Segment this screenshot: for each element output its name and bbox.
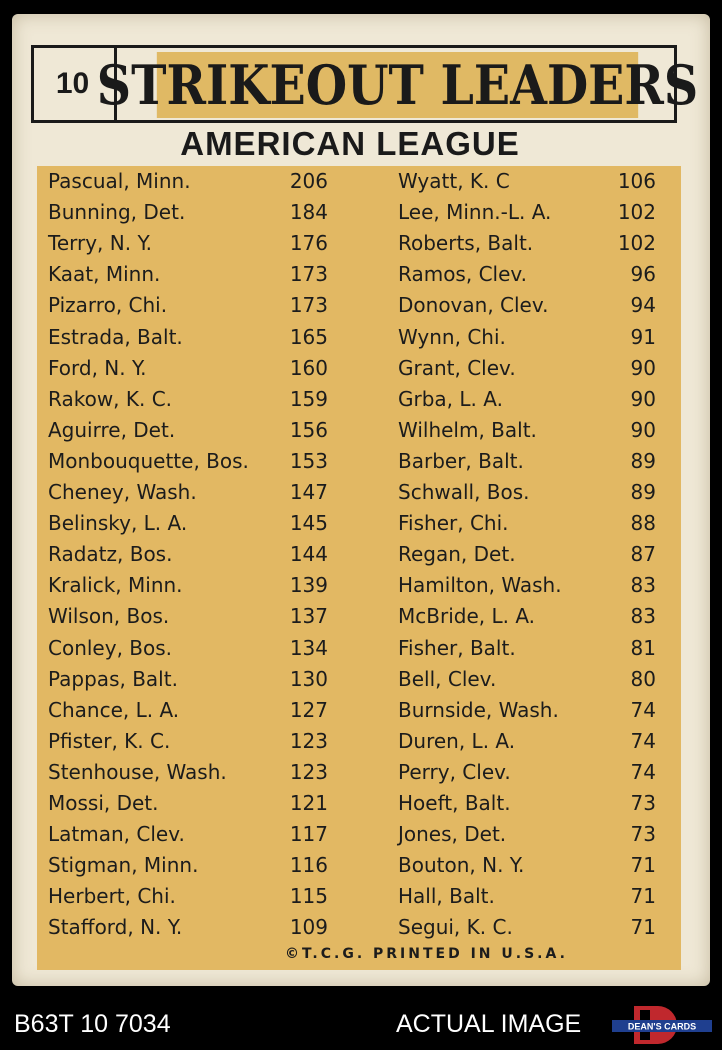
strikeout-count: 130 — [289, 666, 328, 691]
pitcher-name: Pappas, Balt. — [48, 666, 178, 691]
pitcher-name: Wyatt, K. C — [398, 169, 510, 193]
pitcher-name: Hoeft, Balt. — [398, 791, 511, 815]
strikeout-count: 117 — [289, 822, 328, 847]
pitcher-name: Donovan, Clev. — [398, 293, 549, 318]
right-row — [398, 290, 656, 321]
pitcher-name: McBride, L. A. — [398, 604, 536, 629]
card-title: STRIKEOUT LEADERS — [96, 53, 699, 117]
pitcher-name: Pizarro, Chi. — [48, 293, 168, 318]
strikeout-count: 71 — [630, 915, 656, 940]
pitcher-name: Barber, Balt. — [398, 448, 524, 473]
right-row — [398, 570, 656, 601]
strikeout-count: 102 — [617, 200, 656, 225]
strikeout-count: 165 — [289, 324, 328, 349]
league-heading: AMERICAN LEAGUE — [180, 125, 520, 162]
card-id-label: B63T 10 7034 — [14, 1010, 171, 1038]
strikeout-count: 144 — [289, 542, 328, 567]
strikeout-count: 83 — [630, 604, 656, 629]
pitcher-name: Fisher, Chi. — [398, 511, 509, 536]
pitcher-name: Grba, L. A. — [398, 386, 503, 411]
strikeout-count: 96 — [630, 262, 656, 287]
strikeout-count: 81 — [630, 635, 656, 660]
strikeout-count: 147 — [289, 480, 328, 504]
left-row — [48, 601, 328, 632]
pitcher-name: Fisher, Balt. — [398, 635, 516, 660]
left-row — [48, 415, 328, 446]
left-row — [48, 881, 328, 912]
pitcher-name: Kaat, Minn. — [48, 262, 161, 287]
left-row — [48, 508, 328, 539]
right-row — [398, 166, 656, 197]
strikeout-count: 160 — [289, 355, 328, 380]
strikeout-count: 137 — [289, 604, 328, 629]
right-row — [398, 726, 656, 757]
pitcher-name: Bell, Clev. — [398, 666, 497, 691]
pitcher-name: Herbert, Chi. — [48, 884, 176, 909]
strikeout-count: 73 — [630, 791, 656, 815]
strikeout-count: 74 — [630, 728, 656, 753]
left-row — [48, 477, 328, 508]
pitcher-name: Mossi, Det. — [48, 791, 159, 815]
left-row — [48, 228, 328, 259]
pitcher-name: Conley, Bos. — [48, 635, 173, 660]
strikeout-count: 89 — [630, 448, 656, 473]
strikeout-count: 176 — [289, 231, 328, 256]
pitcher-name: Stafford, N. Y. — [48, 915, 183, 940]
pitcher-name: Pascual, Minn. — [48, 169, 191, 193]
strikeout-count: 123 — [289, 728, 328, 753]
left-row — [48, 726, 328, 757]
pitcher-name: Terry, N. Y. — [48, 231, 152, 256]
right-row — [398, 477, 656, 508]
left-row — [48, 322, 328, 353]
pitcher-name: Duren, L. A. — [398, 728, 516, 753]
strikeout-count: 145 — [289, 511, 328, 536]
right-row — [398, 850, 656, 881]
strikeout-count: 71 — [630, 853, 656, 878]
left-row — [48, 788, 328, 819]
strikeout-count: 74 — [630, 697, 656, 722]
pitcher-name: Estrada, Balt. — [48, 324, 183, 349]
strikeout-count: 123 — [289, 759, 328, 784]
pitcher-name: Jones, Det. — [398, 822, 507, 847]
strikeout-count: 121 — [289, 791, 328, 815]
strikeout-count: 153 — [289, 448, 328, 473]
right-row — [398, 788, 656, 819]
right-row — [398, 757, 656, 788]
pitcher-name: Stenhouse, Wash. — [48, 759, 227, 784]
left-row — [48, 353, 328, 384]
right-row — [398, 695, 656, 726]
pitcher-name: Radatz, Bos. — [48, 542, 173, 567]
left-row — [48, 695, 328, 726]
pitcher-name: Wilson, Bos. — [48, 604, 170, 629]
right-row — [398, 601, 656, 632]
left-row — [48, 757, 328, 788]
actual-image-label: ACTUAL IMAGE — [396, 1010, 582, 1038]
right-row — [398, 508, 656, 539]
left-row — [48, 166, 328, 197]
right-row — [398, 819, 656, 850]
strikeout-count: 184 — [289, 200, 328, 225]
pitcher-name: Monbouquette, Bos. — [48, 448, 249, 473]
strikeout-count: 89 — [630, 480, 656, 504]
logo-text: DEAN'S CARDS — [627, 1021, 697, 1032]
pitcher-name: Wilhelm, Balt. — [398, 417, 537, 442]
pitcher-name: Schwall, Bos. — [398, 480, 530, 504]
pitcher-name: Regan, Det. — [398, 542, 516, 567]
strikeout-count: 88 — [630, 511, 656, 536]
left-row — [48, 912, 328, 943]
right-row — [398, 446, 656, 477]
right-row — [398, 384, 656, 415]
left-row — [48, 290, 328, 321]
strikeout-count: 102 — [617, 231, 656, 256]
pitcher-name: Lee, Minn.-L. A. — [398, 200, 552, 225]
strikeout-count: 139 — [289, 573, 328, 598]
right-row — [398, 881, 656, 912]
strikeout-count: 83 — [630, 573, 656, 598]
right-row — [398, 259, 656, 290]
strikeout-count: 90 — [630, 417, 656, 442]
right-row — [398, 633, 656, 664]
pitcher-name: Latman, Clev. — [48, 822, 185, 847]
card-number: 10 — [31, 45, 117, 123]
strikeout-count: 116 — [289, 853, 328, 878]
pitcher-name: Cheney, Wash. — [48, 480, 197, 504]
strikeout-count: 156 — [289, 417, 328, 442]
pitcher-name: Bouton, N. Y. — [398, 853, 525, 878]
strikeout-count: 127 — [289, 697, 328, 722]
left-row — [48, 384, 328, 415]
pitcher-name: Aguirre, Det. — [48, 417, 176, 442]
strikeout-count: 74 — [630, 759, 656, 784]
left-row — [48, 197, 328, 228]
strikeout-count: 159 — [289, 386, 328, 411]
right-row — [398, 664, 656, 695]
left-row — [48, 539, 328, 570]
pitcher-name: Rakow, K. C. — [48, 386, 173, 411]
pitcher-name: Ramos, Clev. — [398, 262, 528, 287]
pitcher-name: Burnside, Wash. — [398, 697, 559, 722]
strikeout-count: 173 — [289, 293, 328, 318]
pitcher-name: Pfister, K. C. — [48, 728, 171, 753]
pitcher-name: Chance, L. A. — [48, 697, 180, 722]
pitcher-name: Segui, K. C. — [398, 915, 513, 940]
strikeout-count: 115 — [289, 884, 328, 909]
pitcher-name: Hall, Balt. — [398, 884, 495, 909]
right-row — [398, 197, 656, 228]
copyright-line: ©T.C.G. PRINTED IN U.S.A. — [285, 946, 568, 962]
left-row — [48, 819, 328, 850]
strikeout-count: 90 — [630, 355, 656, 380]
left-row — [48, 633, 328, 664]
right-row — [398, 353, 656, 384]
pitcher-name: Grant, Clev. — [398, 355, 516, 380]
left-row — [48, 664, 328, 695]
strikeout-count: 173 — [289, 262, 328, 287]
pitcher-name: Ford, N. Y. — [48, 355, 147, 380]
pitcher-name: Bunning, Det. — [48, 200, 186, 225]
right-row — [398, 539, 656, 570]
strikeout-count: 80 — [630, 666, 656, 691]
pitcher-name: Wynn, Chi. — [398, 324, 506, 349]
right-row — [398, 912, 656, 943]
left-row — [48, 570, 328, 601]
strikeout-count: 94 — [630, 293, 656, 318]
deans-cards-logo — [612, 1004, 712, 1046]
left-row — [48, 446, 328, 477]
pitcher-name: Stigman, Minn. — [48, 853, 199, 878]
right-row — [398, 415, 656, 446]
pitcher-name: Kralick, Minn. — [48, 573, 183, 598]
left-row — [48, 850, 328, 881]
strikeout-count: 134 — [289, 635, 328, 660]
pitcher-name: Roberts, Balt. — [398, 231, 534, 256]
strikeout-count: 73 — [630, 822, 656, 847]
strikeout-count: 206 — [289, 169, 328, 193]
pitcher-name: Perry, Clev. — [398, 759, 511, 784]
strikeout-count: 71 — [630, 884, 656, 909]
right-row — [398, 322, 656, 353]
strikeout-count: 87 — [630, 542, 656, 567]
right-row — [398, 228, 656, 259]
left-row — [48, 259, 328, 290]
pitcher-name: Belinsky, L. A. — [48, 511, 188, 536]
pitcher-name: Hamilton, Wash. — [398, 573, 562, 598]
strikeout-count: 91 — [630, 324, 656, 349]
strikeout-count: 109 — [289, 915, 328, 940]
strikeout-count: 90 — [630, 386, 656, 411]
strikeout-count: 106 — [617, 169, 656, 193]
